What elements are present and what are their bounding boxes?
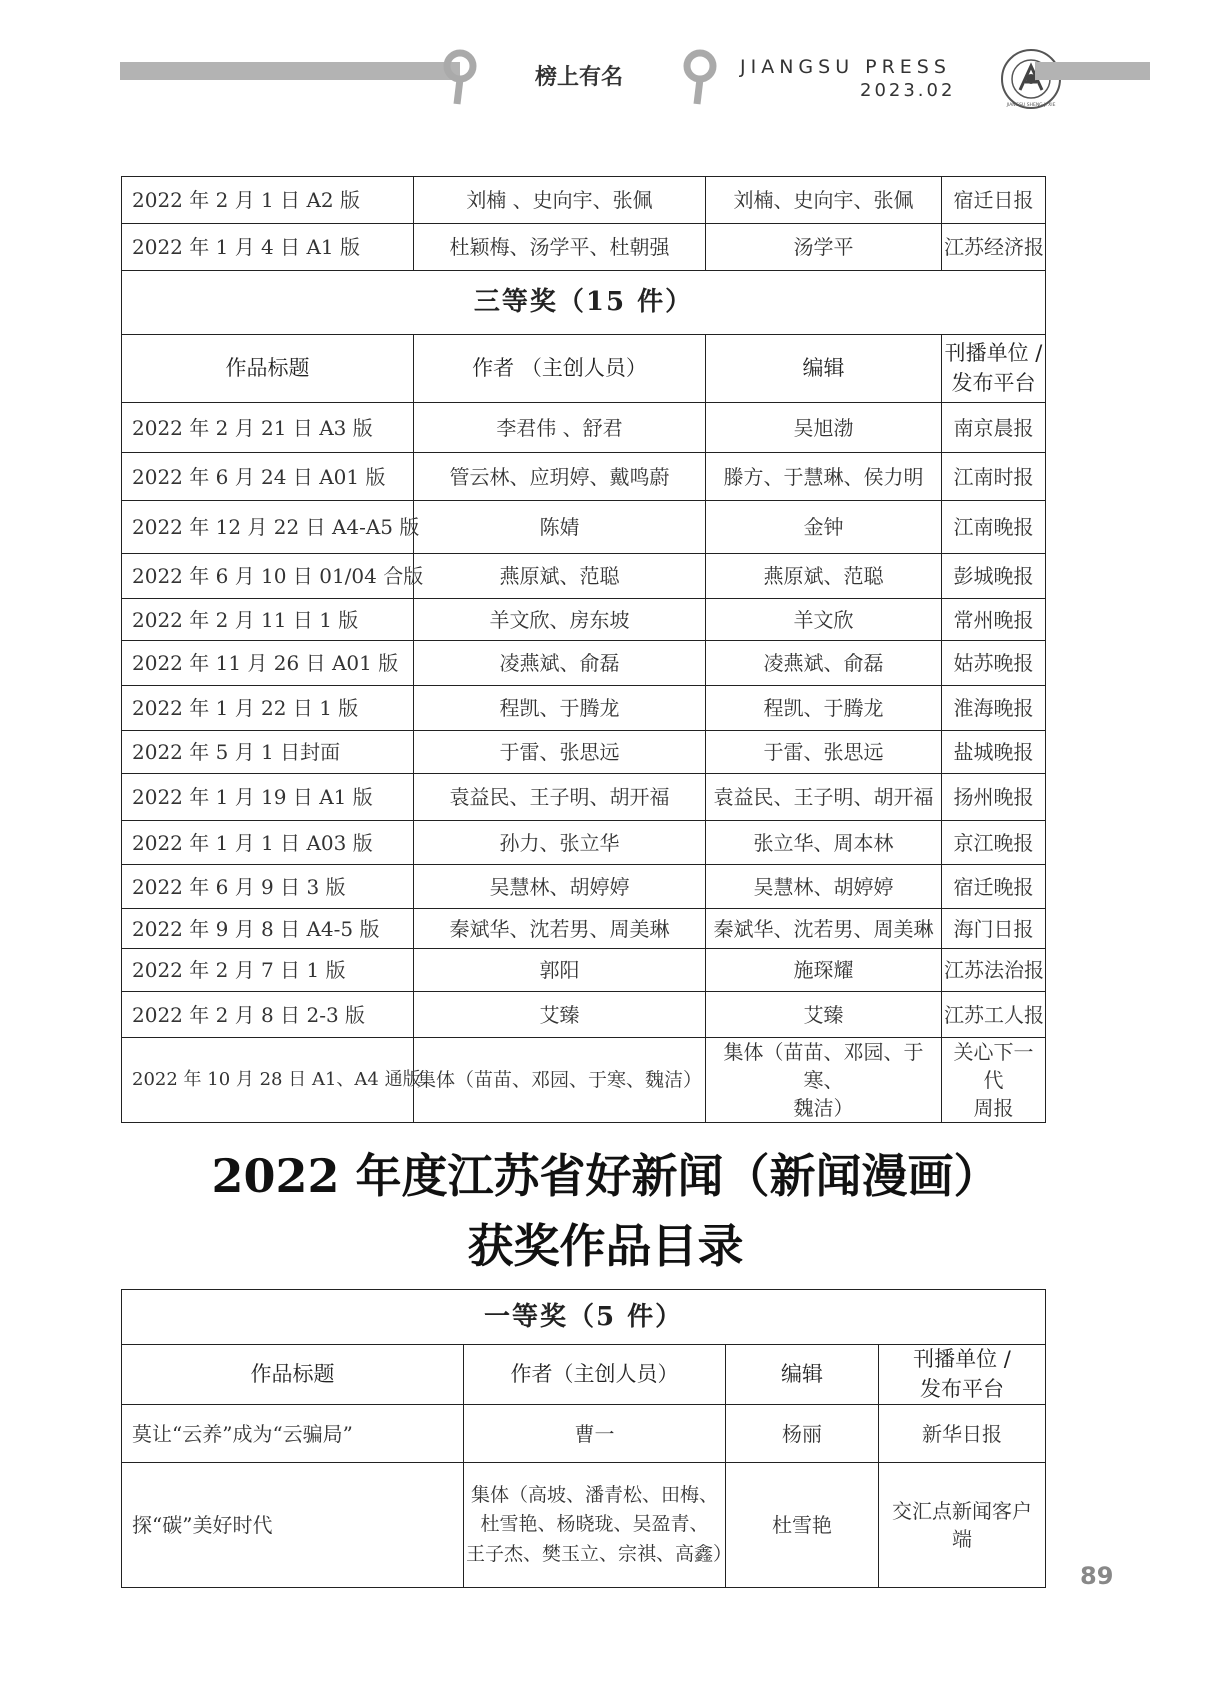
pin-icon-left [440, 48, 480, 106]
table-row [122, 949, 1046, 992]
work-editor: 滕方、于慧琳、侯力明 [706, 453, 942, 501]
work-title: 2022 年 11 月 26 日 A01 版 [122, 641, 414, 686]
header-bar-right [1035, 62, 1150, 80]
table-row [122, 641, 1046, 686]
col-header-author: 作者 （主创人员） [414, 335, 706, 403]
col-header-unit: 刊播单位 / 发布平台 [942, 335, 1046, 403]
table-row [122, 1405, 1046, 1463]
work-unit: 江苏经济报 [942, 224, 1046, 271]
work-unit: 宿迁日报 [942, 177, 1046, 224]
work-author: 凌燕斌、俞磊 [414, 641, 706, 686]
work-editor: 羊文欣 [706, 599, 942, 641]
work-unit: 常州晚报 [942, 599, 1046, 641]
work-title: 2022 年 1 月 1 日 A03 版 [122, 821, 414, 865]
work-author: 程凯、于腾龙 [414, 686, 706, 731]
work-title: 2022 年 5 月 1 日封面 [122, 731, 414, 774]
col-header-editor: 编辑 [706, 335, 942, 403]
table-row [122, 992, 1046, 1038]
work-editor: 杨丽 [726, 1405, 879, 1463]
work-unit: 关心下一代 周报 [942, 1038, 1046, 1123]
work-editor: 程凯、于腾龙 [706, 686, 942, 731]
work-unit: 海门日报 [942, 909, 1046, 949]
work-author: 刘楠 、史向宇、张佩 [414, 177, 706, 224]
section-title-line1: 2022 年度江苏省好新闻（新闻漫画） [211, 1149, 1000, 1203]
page-number: 89 [1080, 1562, 1114, 1590]
col-header-author: 作者（主创人员） [464, 1345, 726, 1405]
work-editor: 施琛耀 [706, 949, 942, 992]
table-row [122, 774, 1046, 821]
col-header-title: 作品标题 [122, 335, 414, 403]
work-unit: 扬州晚报 [942, 774, 1046, 821]
work-author: 燕原斌、范聪 [414, 554, 706, 599]
svg-text:JIANGSU SHENG JI XIE: JIANGSU SHENG JI XIE [1006, 103, 1056, 108]
work-title: 2022 年 2 月 1 日 A2 版 [122, 177, 414, 224]
issue-number: 2023.02 [860, 80, 956, 101]
table-row [122, 1038, 1046, 1123]
awards-table-continued [121, 176, 1046, 1123]
table-row [122, 453, 1046, 501]
work-author: 孙力、张立华 [414, 821, 706, 865]
work-author: 管云林、应玥婷、戴鸣蔚 [414, 453, 706, 501]
work-author: 郭阳 [414, 949, 706, 992]
work-editor: 金钟 [706, 501, 942, 554]
table-row [122, 599, 1046, 641]
work-title: 探“碳”美好时代 [122, 1463, 464, 1588]
table-row [122, 865, 1046, 909]
work-title: 2022 年 1 月 22 日 1 版 [122, 686, 414, 731]
work-author: 艾臻 [414, 992, 706, 1038]
work-title: 2022 年 12 月 22 日 A4-A5 版 [122, 501, 414, 554]
col-header-title: 作品标题 [122, 1345, 464, 1405]
work-author: 集体（高坡、潘青松、田梅、 杜雪艳、杨晓珑、吴盈青、 王子杰、樊玉立、宗祺、高鑫） [464, 1463, 726, 1588]
work-editor: 吴旭渤 [706, 403, 942, 453]
work-title: 2022 年 2 月 21 日 A3 版 [122, 403, 414, 453]
pin-icon-right [680, 48, 720, 106]
work-title: 2022 年 6 月 9 日 3 版 [122, 865, 414, 909]
table-row [122, 224, 1046, 271]
prize-heading-third: 三等奖（15 件） [122, 271, 1046, 335]
prize-row [122, 271, 1046, 335]
magazine-name: JIANGSU PRESS [740, 56, 951, 78]
work-unit: 淮海晚报 [942, 686, 1046, 731]
work-editor: 秦斌华、沈若男、周美琳 [706, 909, 942, 949]
work-unit: 江苏工人报 [942, 992, 1046, 1038]
work-author: 于雷、张思远 [414, 731, 706, 774]
work-title: 2022 年 1 月 19 日 A1 版 [122, 774, 414, 821]
header-row [122, 335, 1046, 403]
table-row [122, 821, 1046, 865]
work-author: 陈婧 [414, 501, 706, 554]
work-author: 集体（苗苗、邓园、于寒、魏洁） [414, 1038, 706, 1123]
work-title: 2022 年 2 月 11 日 1 版 [122, 599, 414, 641]
work-author: 袁益民、王子明、胡开福 [414, 774, 706, 821]
work-title: 2022 年 6 月 10 日 01/04 合版 [122, 554, 414, 599]
work-unit: 宿迁晚报 [942, 865, 1046, 909]
work-unit: 交汇点新闻客户 端 [879, 1463, 1046, 1588]
work-editor: 于雷、张思远 [706, 731, 942, 774]
work-unit: 江南时报 [942, 453, 1046, 501]
work-editor: 吴慧林、胡婷婷 [706, 865, 942, 909]
work-unit: 京江晚报 [942, 821, 1046, 865]
work-unit: 姑苏晚报 [942, 641, 1046, 686]
work-title: 莫让“云养”成为“云骗局” [122, 1405, 464, 1463]
work-author: 秦斌华、沈若男、周美琳 [414, 909, 706, 949]
work-editor: 汤学平 [706, 224, 942, 271]
prize-row [122, 1290, 1046, 1345]
work-editor: 袁益民、王子明、胡开福 [706, 774, 942, 821]
work-editor: 集体（苗苗、邓园、于寒、 魏洁） [706, 1038, 942, 1123]
work-editor: 杜雪艳 [726, 1463, 879, 1588]
header-bar-left [120, 62, 460, 80]
work-title: 2022 年 6 月 24 日 A01 版 [122, 453, 414, 501]
section-name: 榜上有名 [535, 65, 624, 90]
work-unit: 盐城晚报 [942, 731, 1046, 774]
work-editor: 凌燕斌、俞磊 [706, 641, 942, 686]
work-unit: 新华日报 [879, 1405, 1046, 1463]
work-title: 2022 年 9 月 8 日 A4-5 版 [122, 909, 414, 949]
work-title: 2022 年 10 月 28 日 A1、A4 通版 [122, 1038, 414, 1123]
work-author: 吴慧林、胡婷婷 [414, 865, 706, 909]
work-editor: 艾臻 [706, 992, 942, 1038]
work-author: 李君伟 、舒君 [414, 403, 706, 453]
table-row [122, 686, 1046, 731]
work-editor: 刘楠、史向宇、张佩 [706, 177, 942, 224]
col-header-unit: 刊播单位 / 发布平台 [879, 1345, 1046, 1405]
work-unit: 江南晚报 [942, 501, 1046, 554]
work-author: 曹一 [464, 1405, 726, 1463]
table-row [122, 731, 1046, 774]
table-row [122, 501, 1046, 554]
table-row [122, 177, 1046, 224]
work-title: 2022 年 2 月 8 日 2-3 版 [122, 992, 414, 1038]
table-row [122, 1463, 1046, 1588]
work-unit: 彭城晚报 [942, 554, 1046, 599]
cartoon-awards-table [121, 1289, 1046, 1588]
work-author: 羊文欣、房东坡 [414, 599, 706, 641]
table-row [122, 403, 1046, 453]
work-author: 杜颖梅、汤学平、杜朝强 [414, 224, 706, 271]
work-title: 2022 年 2 月 7 日 1 版 [122, 949, 414, 992]
work-unit: 南京晨报 [942, 403, 1046, 453]
work-title: 2022 年 1 月 4 日 A1 版 [122, 224, 414, 271]
work-editor: 燕原斌、范聪 [706, 554, 942, 599]
col-header-editor: 编辑 [726, 1345, 879, 1405]
header-row [122, 1345, 1046, 1405]
work-unit: 江苏法治报 [942, 949, 1046, 992]
table-row [122, 554, 1046, 599]
section-title-line2: 获奖作品目录 [467, 1219, 744, 1273]
work-editor: 张立华、周本林 [706, 821, 942, 865]
prize-heading-first: 一等奖（5 件） [122, 1290, 1046, 1345]
table-row [122, 909, 1046, 949]
